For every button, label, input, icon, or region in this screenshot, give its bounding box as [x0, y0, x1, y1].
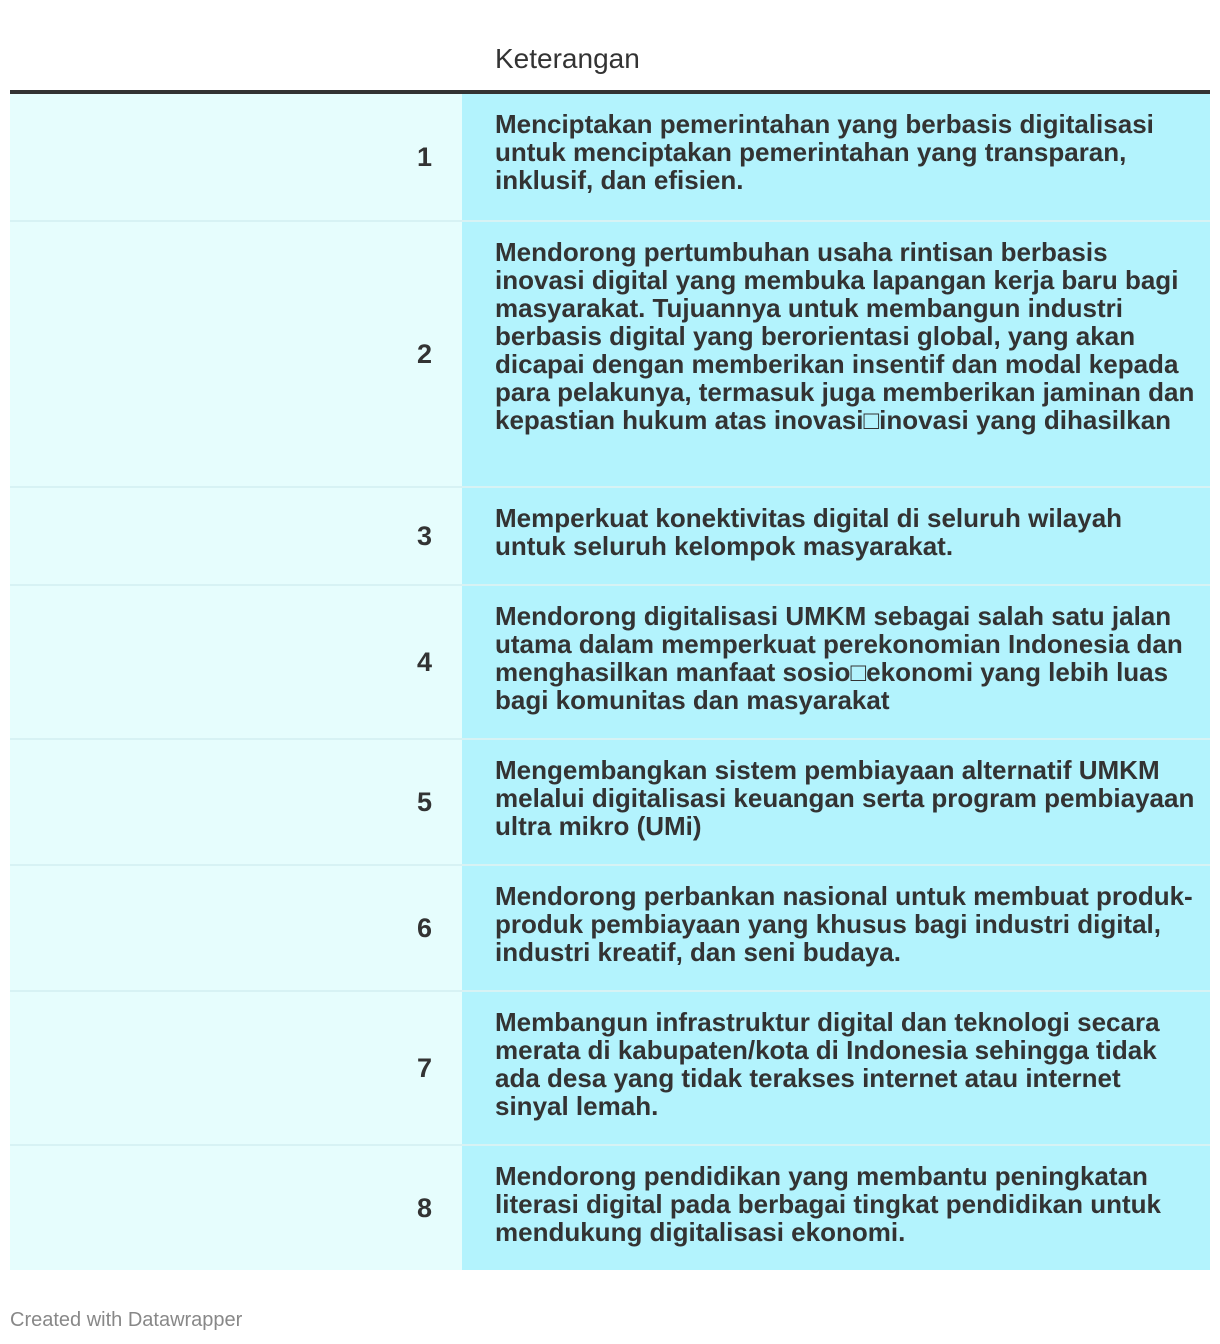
row-number: 2: [10, 222, 462, 486]
data-table: [10, 0, 1210, 1270]
row-description: Mendorong perbankan nasional untuk membuat produk-produk pembiayaan yang khusus bagi industri digital, industri kreatif, dan seni budaya.: [462, 866, 1210, 990]
row-description: Menciptakan pemerintahan yang berbasis digitalisasi untuk menciptakan pemerintahan yang transparan, inklusif, dan efisien.: [462, 94, 1210, 220]
row-description: Mendorong pendidikan yang membantu peningkatan literasi digital pada berbagai tingkat pendidikan untuk mendukung digitalisasi ekonomi.: [462, 1146, 1210, 1270]
row-description: Mendorong pertumbuhan usaha rintisan berbasis inovasi digital yang membuka lapangan kerja baru bagi masyarakat. Tujuannya untuk membangun industri berbasis digital yang berorientasi global, yang akan dicapai dengan memberikan insentif dan modal kepada para pelakunya, termasuk juga memberikan jaminan dan kepastian hukum atas inovasi□inovasi yang dihasilkan: [462, 222, 1210, 486]
datawrapper-credit: Created with Datawrapper: [10, 1309, 243, 1331]
row-number: 1: [10, 94, 462, 220]
row-description: Mengembangkan sistem pembiayaan alternatif UMKM melalui digitalisasi keuangan serta program pembiayaan ultra mikro (UMi): [462, 740, 1210, 864]
table-row: [10, 488, 1210, 586]
row-number: 7: [10, 992, 462, 1144]
header-keterangan: Keterangan: [495, 43, 640, 74]
table-row: [10, 866, 1210, 992]
row-number: 4: [10, 586, 462, 738]
table-row: [10, 586, 1210, 740]
table-header: [10, 0, 1210, 94]
table-row: [10, 1146, 1210, 1270]
table-row: [10, 94, 1210, 222]
row-description: Mendorong digitalisasi UMKM sebagai salah satu jalan utama dalam memperkuat perekonomian Indonesia dan menghasilkan manfaat sosio□ekonomi yang lebih luas bagi komunitas dan masyarakat: [462, 586, 1210, 738]
table-row: [10, 740, 1210, 866]
row-number: 8: [10, 1146, 462, 1270]
row-number: 3: [10, 488, 462, 584]
row-number: 6: [10, 866, 462, 990]
row-description: Membangun infrastruktur digital dan teknologi secara merata di kabupaten/kota di Indonesia sehingga tidak ada desa yang tidak terakses internet atau internet sinyal lemah.: [462, 992, 1210, 1144]
row-number: 5: [10, 740, 462, 864]
table-row: [10, 992, 1210, 1146]
row-description: Memperkuat konektivitas digital di seluruh wilayah untuk seluruh kelompok masyarakat.: [462, 488, 1210, 584]
table-row: [10, 222, 1210, 488]
header-number-column: [10, 0, 462, 90]
